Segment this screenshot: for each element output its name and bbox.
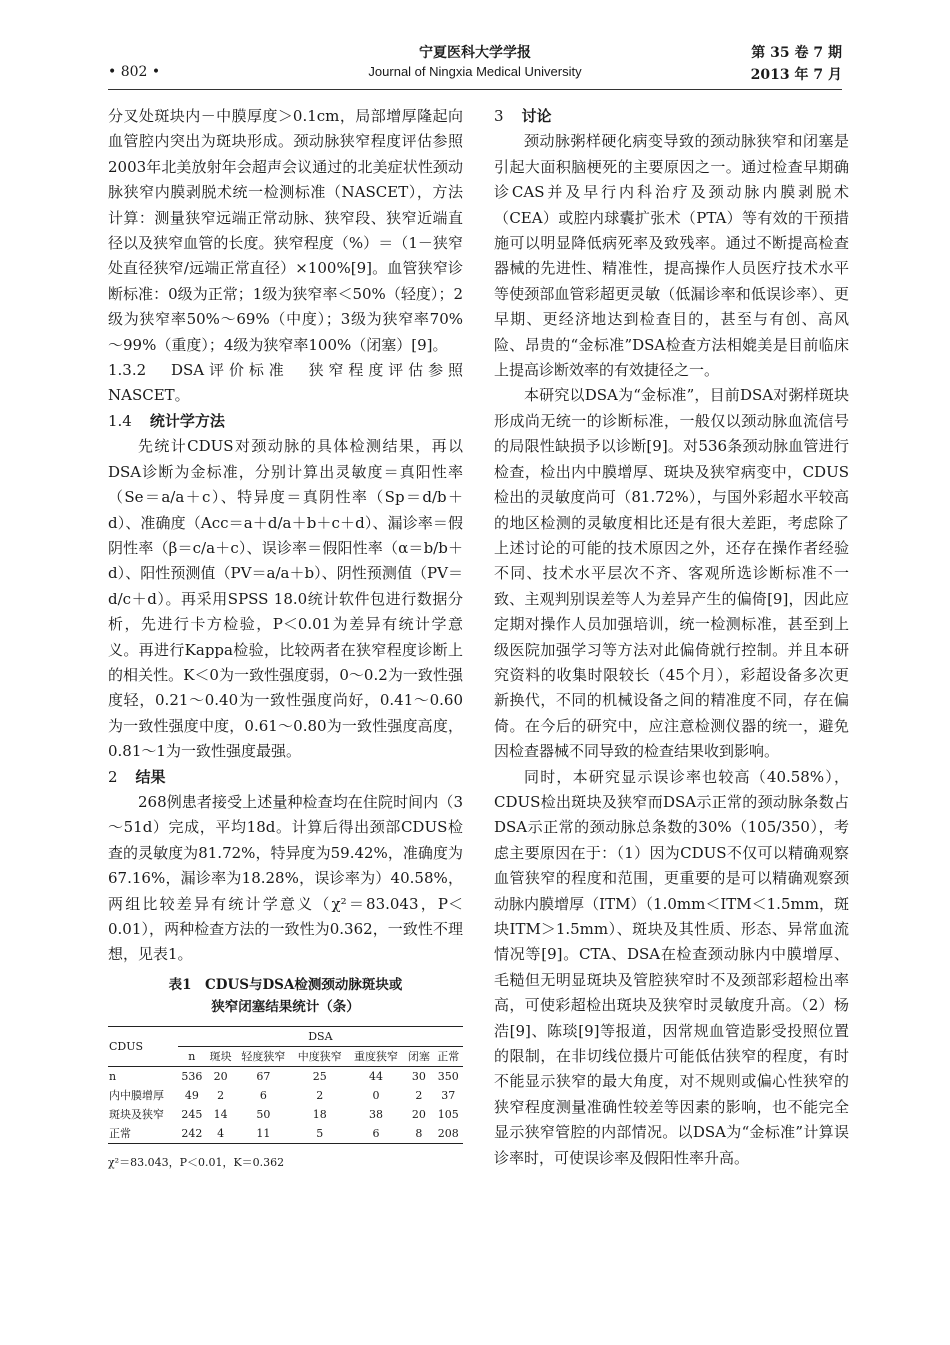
row-label: 正常 [109,1126,131,1140]
table-cell: 67 [256,1069,271,1083]
journal-title-cn: 宁夏医科大学学报 [419,45,531,61]
header-rule [108,89,842,90]
table-cell: 25 [312,1069,327,1083]
table-cell: 350 [437,1069,459,1083]
discussion-paragraph: 颈动脉粥样硬化病变导致的颈动脉狭窄和闭塞是引起大面积脑梗死的主要原因之一。通过检查早期确诊CAS并及早行内科治疗及颈动脉内膜剥脱术（CEA）或腔内球囊扩张术（PTA）等有效的干预措施可以明显降低病死率及致残率。通过不断提高检查器械的先进性、精准性，提高操作人员医疗技术水平等使颈部血管彩超更灵敏（低漏诊率和低误诊率）、更早期、更经济地达到检查目的，甚至与有创、高风险、昂贵的“金标准”DSA检查方法相媲美是目前临床上提高诊断效率的有效捷径之一。 [494,132,849,380]
table-cell: 536 [181,1069,203,1083]
methods-paragraph-plaque: 分叉处斑块内－中膜厚度＞0.1cm，局部增厚隆起向血管腔内突出为斑块形成。颈动脉狭窄程度评估参照2003年北美放射年会超声会议通过的北美症状性颈动脉狭窄内膜剥脱术统一检测标准（NASCET），方法计算：测量狭窄远端正常动脉、狭窄段、狭窄近端直径以及狭窄血管的长度。狭窄程度（%）＝（1－狭窄处直径狭窄/远端正常直径）×100%[9]。血管狭窄诊断标准：0级为正常；1级为狭窄率＜50%（轻度）；2级为狭窄率50%～69%（中度）；3级为狭窄率70%～99%（重度）；4级为狭窄率100%（闭塞）[9]。 [108,107,463,354]
table-cell: 14 [213,1107,228,1121]
table-cell: 49 [184,1088,199,1102]
table-cell: 18 [312,1107,327,1121]
table-cell: 6 [259,1088,267,1102]
table-cell: 2 [217,1088,225,1102]
table-row [108,1066,463,1086]
table-cell: 2 [316,1088,324,1102]
row-label: 内中膜增厚 [109,1088,164,1102]
column-header: 闭塞 [407,1049,430,1063]
section-heading-results [108,765,463,790]
section-number: 3 [494,107,504,125]
table-cell: 38 [369,1107,384,1121]
table-cell: 44 [369,1069,384,1083]
table-cell: 11 [256,1126,271,1140]
table-row [108,1086,463,1105]
column-header: 轻度狭窄 [241,1049,286,1063]
table-cell: 4 [217,1126,225,1140]
table-cell: 6 [372,1126,380,1140]
table-cell: 245 [181,1107,203,1121]
left-column [108,104,463,1175]
table-cell: 50 [256,1107,271,1121]
discussion-paragraph: 同时，本研究显示误诊率也较高（40.58%），CDUS检出斑块及狭窄而DSA示正常的颈动脉条数占DSA示正常的颈动脉总条数的30%（105/350），考虑主要原因在于：（1）因为CDUS不仅可以精确观察血管狭窄的程度和范围，更重要的是可以精确观察颈动脉内膜增厚（ITM）（1.0mm＜ITM＜1.5mm，斑块ITM＞1.5mm）、斑块及其性质、形态、异常血流情况等[9]。CTA、DSA在检查颈动脉内中膜增厚、毛糙但无明显斑块及管腔狭窄时不及颈部彩超检出率高，可使彩超检出斑块及狭窄时灵敏度升高。（2）杨浩[9]、陈琰[9]等报道，因常规血管造影受投照位置的限制，在非切线位摄片可能低估狭窄的程度，有时不能显示狭窄的最大角度，对不规则或偏心性狭窄的狭窄程度测量准确性较差等因素的影响，也不能完全显示狭窄管腔的内部情况。以DSA为“金标准”计算误诊率时，可使误诊率及假阳性率升高。 [494,767,849,1167]
table-cell: 20 [411,1107,426,1121]
row-header: CDUS [109,1039,144,1053]
row-label: 斑块及狭窄 [109,1107,164,1121]
group-header: DSA [178,1026,463,1046]
section-title: 讨论 [521,107,552,125]
section-heading-statistics [108,409,463,434]
section-title: 统计学方法 [149,411,225,430]
page-header [108,36,842,86]
table-note: χ²＝83.043，P＜0.01，K＝0.362 [108,1155,285,1169]
page-number: • 802 • [108,64,161,80]
table-row [108,1105,463,1124]
journal-title-en: Journal of Ningxia Medical University [368,64,582,79]
volume-issue: 第 35 卷 7 期 [751,45,842,61]
results-table [108,1026,463,1144]
discussion-paragraph: 本研究以DSA为“金标准”，目前DSA对粥样斑块形成尚无统一的诊断标准，一般仅以颈动脉血流信号的局限性缺损予以诊断[9]。对536条颈动脉血管进行检查，检出内中膜增厚、斑块及狭窄病变中，CDUS检出的灵敏度尚可（81.72%），与国外彩超水平较高的地区检测的灵敏度相比还是有很大差距，考虑除了上述讨论的可能的技术原因之外，还存在操作者经验不同、技术水平层次不齐、客观所选诊断标准不一致、主观判别误差等人为差异产生的偏倚[9]，因此应定期对操作人员加强培训，统一检测标准，甚至到上级医院加强学习等方法对此偏倚就行控制。并且本研究资料的收集时限较长（45个月），彩超设备多次更新换代，不同的机械设备之间的精准度不同，存在偏倚。在今后的研究中，应注意检测仪器的统一，避免因检查器械不同导致的检查结果收到影响。 [494,386,849,761]
column-header: 中度狭窄 [297,1049,342,1063]
results-paragraph: 268例患者接受上述量种检查均在住院时间内（3～51d）完成，平均18d。计算后得出颈部CDUS检查的灵敏度为81.72%，特异度为59.42%，准确度为67.16%，漏诊率为18.28%，误诊率为）40.58%，两组比较差异有统计学意义（χ²＝83.043，P＜0.01），两种检查方法的一致性为0.362，一致性不理想，见表1。 [108,792,463,964]
issue-date: 2013 年 7 月 [750,67,842,83]
table-row [108,1124,463,1144]
section-number: 1.4 [108,411,132,430]
section-heading-discussion [494,104,849,129]
table-cell: 20 [213,1069,228,1083]
table-cell: 8 [415,1126,423,1140]
section-number: 2 [108,767,118,786]
right-column [494,104,849,1171]
row-label: n [109,1069,117,1083]
table-cell: 37 [441,1088,456,1102]
column-header: 重度狭窄 [354,1049,399,1063]
table-cell: 242 [181,1126,203,1140]
table-cell: 2 [415,1088,423,1102]
table-caption [108,974,463,1018]
table-cell: 30 [411,1069,426,1083]
table-caption-line: 表1 CDUS与DSA检测颈动脉斑块或 [168,976,403,993]
column-header: n [188,1049,196,1063]
table-cell: 5 [316,1126,324,1140]
section-title: 结果 [135,767,166,786]
table-cell: 0 [372,1088,380,1102]
column-header: 正常 [437,1049,460,1063]
statistics-paragraph: 先统计CDUS对颈动脉的具体检测结果，再以DSA诊断为金标准，分别计算出灵敏度＝真阳性率（Se＝a/a＋c）、特异度＝真阴性率（Sp＝d/b＋d）、准确度（Acc＝a＋d/a＋b＋c＋d）、漏诊率＝假阴性率（β＝c/a＋c）、误诊率＝假阳性率（α＝b/b＋d）、阳性预测值（PV＝a/a＋b）、阴性预测值（PV＝d/c＋d）。再采用SPSS 18.0统计软件包进行数据分析，先进行卡方检验，P＜0.01为差异有统计学意义。再进行Kappa检验，比较两者在狭窄程度诊断上的相关性。K＜0为一致性强度弱，0～0.2为一致性强度轻，0.21～0.40为一致性强度尚好，0.41～0.60为一致性强度中度，0.61～0.80为一致性强度高度，0.81～1为一致性强度最强。 [108,437,463,761]
column-header: 斑块 [209,1049,232,1063]
dsa-criteria-paragraph: 1.3.2 DSA评价标准 狭窄程度评估参照NASCET。 [108,361,463,405]
table-cell: 208 [437,1126,459,1140]
table-caption-line: 狭窄闭塞结果统计（条） [211,998,360,1015]
table-cell: 105 [437,1107,459,1121]
